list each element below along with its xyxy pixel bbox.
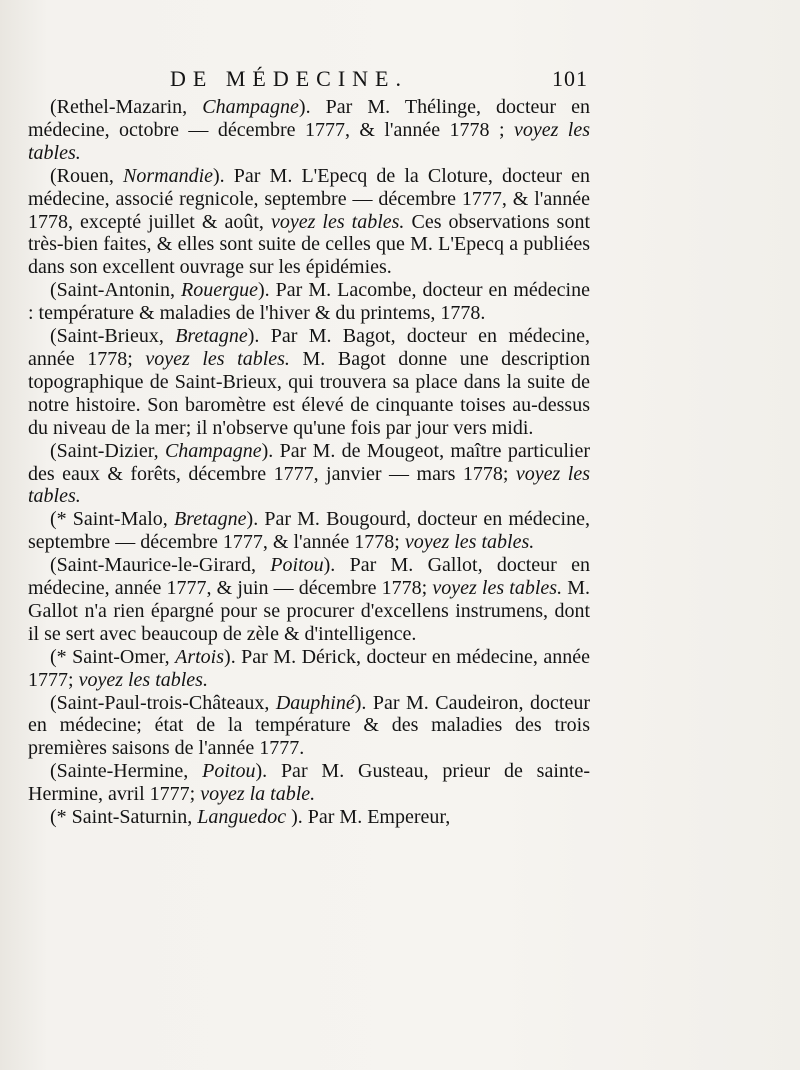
entry-text: ). Par M. Thélinge, docteur en médecine, octobre — décembre 1777, & l'année 1778 ; [28, 96, 590, 141]
entry-paragraph [28, 508, 590, 554]
entry-text: M. Gallot n'a rien épargné pour se procurer d'excellens instrumens, dont il se sert avec beaucoup de zèle & d'intelligence. [28, 577, 591, 645]
italic-text: Bretagne [175, 325, 248, 348]
italic-text: voyez les tables. [78, 668, 208, 691]
entry-text: (* Saint-Malo, [50, 508, 174, 531]
italic-text: Champagne [164, 439, 262, 462]
entry-text: (Saint-Paul-trois-Châteaux, [50, 691, 276, 714]
entry-text: ). Par M. Bagot, docteur en médecine, année 1778; [28, 325, 590, 370]
italic-text: Poitou [270, 554, 324, 577]
body-text [28, 96, 590, 829]
entry-text: (Sainte-Hermine, [50, 760, 203, 783]
entry-text: (* Saint-Saturnin, [50, 806, 198, 829]
entry-text: ). Par M. Bougourd, docteur en médecine, septembre — décembre 1777, & l'année 1778; [28, 508, 590, 554]
entry-paragraph [28, 165, 590, 280]
italic-text: Rouergue [181, 279, 259, 302]
entry-text: ). Par M. Gallot, docteur en médecine, année 1777, & juin — décembre 1778; [28, 554, 590, 600]
entry-text: ). Par M. de Mougeot, maître particulier des eaux & forêts, décembre 1777, janvier — mars 1778; [28, 439, 590, 485]
italic-text: voyez les tables. [270, 210, 405, 233]
italic-text: Artois [175, 645, 225, 668]
italic-text: Bretagne [173, 508, 247, 531]
italic-text: Champagne [202, 96, 299, 118]
italic-text: Poitou [202, 760, 256, 783]
page-header [0, 60, 800, 100]
entry-paragraph [28, 440, 590, 509]
running-head: DE MÉDECINE. [170, 66, 408, 91]
entry-text: ). Par M. Gusteau, prieur de sainte-Hermine, avril 1777; [28, 760, 590, 806]
italic-text: voyez les tables. [145, 347, 290, 370]
entry-text: (Saint-Maurice-le-Girard, [50, 554, 271, 577]
entry-text: (Rouen, [50, 164, 123, 187]
entry-paragraph [28, 279, 590, 325]
entry-text: Ces observations sont très-bien faites, & elles sont suite de celles que M. L'Epecq a publiées dans son excellent ouvrage sur les épidémies. [28, 210, 591, 279]
italic-text: voyez les tables. [404, 531, 535, 554]
entry-text: (Saint-Dizier, [50, 439, 165, 462]
entry-text: ). Par M. Lacombe, docteur en médecine : température & maladies de l'hiver & du printems, 1778. [28, 279, 590, 325]
entry-text: ). Par M. Dérick, docteur en médecine, année 1777; [28, 645, 590, 691]
entry-text: (Saint-Antonin, [50, 279, 181, 302]
entry-paragraph [28, 96, 590, 165]
entry-text: (Rethel-Mazarin, [50, 96, 203, 118]
entry-paragraph [28, 692, 590, 761]
entry-text: M. Bagot donne une description topographique de Saint-Brieux, qui trouvera sa place dans la suite de notre histoire. Son baromètre est élevé de cinquante toises au-dessus du niveau de la mer; il n'observe qu'une fois par jour vers midi. [28, 347, 591, 439]
entry-paragraph [28, 646, 590, 692]
italic-text: voyez la table. [200, 783, 316, 806]
italic-text: Normandie [123, 164, 213, 187]
entry-text: ). Par M. L'Epecq de la Cloture, docteur en médecine, associé regnicole, septembre — décembre 1777, & l'année 1778, excepté juillet & août, [28, 164, 590, 233]
entry-text: (* Saint-Omer, [50, 645, 176, 668]
entry-paragraph [28, 554, 590, 646]
italic-text: voyez les tables. [28, 118, 590, 164]
italic-text: voyez les tables. [432, 577, 563, 600]
entry-paragraph [28, 325, 590, 440]
entry-text: (Saint-Brieux, [50, 325, 176, 348]
entry-text: ). Par M. Caudeiron, docteur en médecine; état de la température & des maladies des trois premières saisons de l'année 1777. [28, 691, 590, 760]
entry-text: ). Par M. Empereur, [286, 806, 451, 829]
entry-paragraph [28, 760, 590, 806]
page-number: 101 [552, 66, 588, 91]
entry-paragraph [28, 806, 590, 829]
italic-text: Languedoc [197, 806, 287, 829]
italic-text: Dauphiné [275, 691, 355, 714]
italic-text: voyez les tables. [28, 462, 590, 508]
